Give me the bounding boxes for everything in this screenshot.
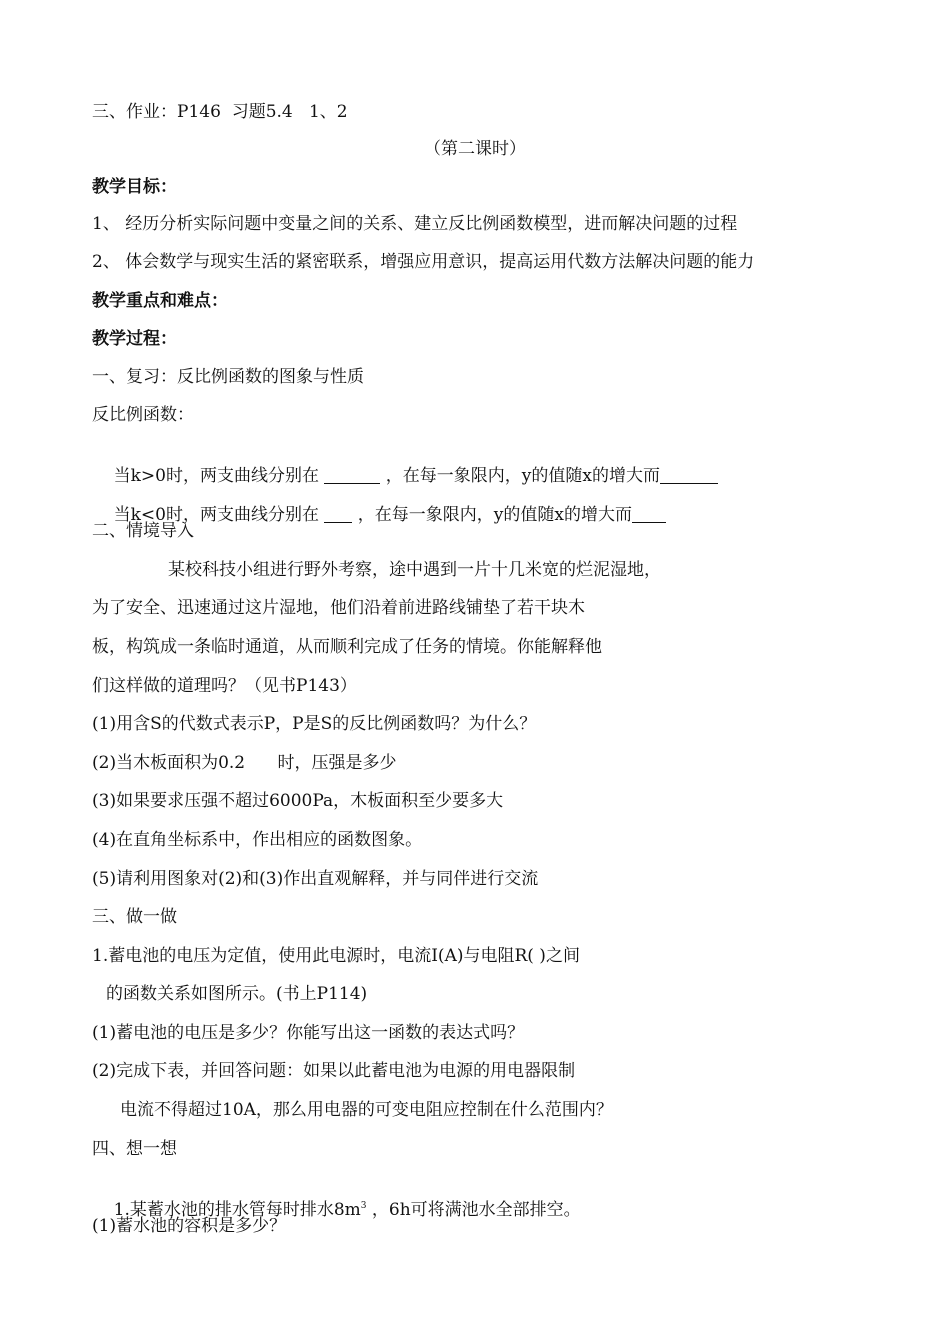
objectives-heading: 教学目标： [92, 177, 177, 197]
fill-blank [324, 506, 352, 523]
review-k-positive-text-a: 当k>0时，两支曲线分别在 [113, 466, 325, 486]
scenario-paragraph-line: 为了安全、迅速通过这片湿地，他们沿着前进路线铺垫了若干块木 [92, 598, 585, 618]
question-4: (4)在直角坐标系中，作出相应的函数图象。 [92, 830, 423, 850]
question-5: (5)请利用图象对(2)和(3)作出直观解释，并与同伴进行交流 [92, 869, 539, 889]
review-heading: 一、复习：反比例函数的图象与性质 [92, 367, 364, 387]
scenario-paragraph-line: 们这样做的道理吗？（见书P143） [92, 676, 357, 696]
objective-2: 2、 体会数学与现实生活的紧密联系，增强应用意识，提高运用代数方法解决问题的能力 [92, 252, 755, 272]
try-question-1: (1)蓄电池的电压是多少？你能写出这一函数的表达式吗？ [92, 1023, 525, 1043]
review-intro: 反比例函数： [92, 405, 194, 425]
question-1: (1)用含S的代数式表示P，P是S的反比例函数吗？为什么？ [92, 714, 537, 734]
fill-blank [660, 467, 718, 484]
fill-blank [632, 506, 666, 523]
scenario-paragraph-line: 某校科技小组进行野外考察，途中遇到一片十几米宽的烂泥湿地， [168, 560, 661, 580]
review-k-positive-text-b: ，在每一象限内，y的值随x的增大而 [380, 466, 660, 486]
question-2: (2)当木板面积为0.2 时，压强是多少 [92, 753, 397, 773]
scenario-paragraph-line: 板，构筑成一条临时通道，从而顺利完成了任务的情境。你能解释他 [92, 637, 602, 657]
cubic-superscript: 3 [360, 1201, 367, 1211]
think-problem-1-text-b: ，6h可将满池水全部排空。 [366, 1200, 581, 1220]
key-points-heading: 教学重点和难点： [92, 291, 228, 311]
review-k-negative-text-a: 当k<0时，两支曲线分别在 [113, 505, 325, 525]
objective-1: 1、 经历分析实际问题中变量之间的关系、建立反比例函数模型，进而解决问题的过程 [92, 214, 738, 234]
try-problem-1-cont: 的函数关系如图所示。(书上P114) [106, 984, 368, 1004]
homework-line: 三、作业：P146 习题5.4 1、2 [92, 102, 348, 122]
try-heading: 三、做一做 [92, 907, 177, 927]
scenario-heading: 二、情境导入 [92, 521, 194, 541]
think-heading: 四、想一想 [92, 1139, 177, 1159]
think-problem-1-text-a: 1.某蓄水池的排水管每时排水8m [113, 1200, 361, 1220]
think-question-1: (1)蓄水池的容积是多少？ [92, 1216, 287, 1236]
question-3: (3)如果要求压强不超过6000Pa，木板面积至少要多大 [92, 791, 504, 811]
review-k-negative-text-b: ，在每一象限内，y的值随x的增大而 [352, 505, 632, 525]
try-problem-1: 1.蓄电池的电压为定值，使用此电源时，电流I(A)与电阻R( )之间 [92, 946, 580, 966]
try-question-2-cont: 电流不得超过10A，那么用电器的可变电阻应控制在什么范围内？ [120, 1100, 613, 1120]
lesson-label: （第二课时） [424, 139, 526, 159]
try-question-2: (2)完成下表，并回答问题：如果以此蓄电池为电源的用电器限制 [92, 1061, 576, 1081]
process-heading: 教学过程： [92, 329, 177, 349]
